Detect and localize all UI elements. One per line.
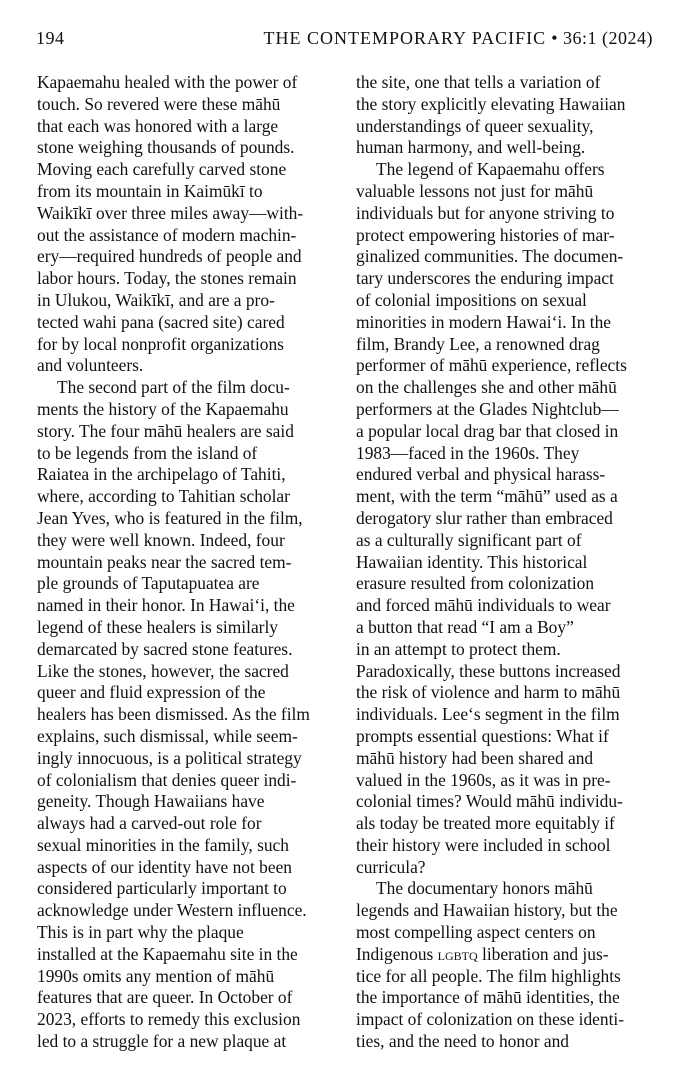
text-line: the story explicitly elevating Hawaiian	[356, 93, 626, 114]
text-line: the site, one that tells a variation of	[356, 72, 601, 92]
text-line: of colonialism that denies queer indi-	[37, 769, 297, 790]
text-line: for by local nonprofit organizations	[37, 333, 284, 354]
text-line: stone weighing thousands of pounds.	[37, 137, 295, 158]
text-line: where, according to Tahitian scholar	[37, 486, 290, 507]
text-line: ginalized communities. The documen-	[356, 246, 624, 267]
text-line: minorities in modern Hawai‘i. In the	[356, 311, 612, 332]
text-line: endured verbal and physical harass-	[356, 464, 606, 485]
text-line: explains, such dismissal, while seem-	[37, 725, 298, 746]
text-line: and forced māhū individuals to wear	[356, 595, 611, 616]
text-line: The documentary honors māhū	[376, 878, 593, 899]
text-line: māhū history had been shared and	[356, 747, 594, 768]
text-line: ery—required hundreds of people and	[37, 246, 302, 267]
text-line: colonial times? Would māhū individu-	[356, 791, 623, 812]
text-line: Like the stones, however, the sacred	[37, 660, 289, 681]
text-line: mountain peaks near the sacred tem-	[37, 551, 292, 572]
text-line: in Ulukou, Waikīkī, and are a pro-	[37, 289, 275, 310]
text-line: their history were included in school	[356, 834, 611, 855]
text-line: that each was honored with a large	[37, 115, 279, 136]
text-line: to be legends from the island of	[37, 442, 258, 463]
text-line: they were well known. Indeed, four	[37, 529, 285, 550]
text-line: understandings of queer sexuality,	[356, 115, 594, 136]
text-line: labor hours. Today, the stones remain	[37, 268, 297, 289]
text-line: The legend of Kapaemahu offers	[376, 159, 605, 180]
text-line: 2023, efforts to remedy this exclusion	[37, 1009, 301, 1030]
text-line: individuals but for anyone striving to	[356, 202, 615, 223]
text-line: ties, and the need to honor and	[356, 1031, 569, 1052]
text-line: sexual minorities in the family, such	[37, 834, 289, 855]
text-line: performer of māhū experience, reflects	[356, 355, 627, 376]
text-line: 1990s omits any mention of māhū	[37, 965, 275, 986]
text-line: and volunteers.	[37, 355, 144, 376]
text-line: Indigenous lgbtq liberation and jus-	[356, 943, 609, 964]
running-header	[36, 28, 653, 52]
text-line: Moving each carefully carved stone	[37, 159, 287, 180]
text-line: as a culturally significant part of	[356, 529, 582, 550]
journal-title: THE CONTEMPORARY PACIFIC	[263, 28, 547, 48]
page-number: 194	[36, 28, 65, 48]
text-line: Waikīkī over three miles away—with-	[37, 202, 304, 223]
text-line: als today be treated more equitably if	[356, 813, 615, 834]
text-line: considered particularly important to	[37, 878, 287, 899]
text-line: always had a carved-out role for	[37, 813, 262, 834]
header-separator: •	[551, 28, 558, 48]
text-line: Jean Yves, who is featured in the film,	[37, 507, 303, 528]
text-line: legends and Hawaiian history, but the	[356, 900, 618, 921]
text-line: features that are queer. In October of	[37, 987, 293, 1008]
text-line: individuals. Lee‘s segment in the film	[356, 704, 620, 725]
text-line: queer and fluid expression of the	[37, 682, 266, 703]
text-line: demarcated by sacred stone features.	[37, 638, 293, 659]
left-column	[37, 72, 333, 1053]
text-line: Hawaiian identity. This historical	[356, 551, 588, 572]
text-line: out the assistance of modern machin-	[37, 224, 297, 245]
text-line: human harmony, and well-being.	[356, 137, 586, 158]
text-line: film, Brandy Lee, a renowned drag	[356, 333, 600, 354]
running-title	[263, 28, 653, 49]
text-line: led to a struggle for a new plaque at	[37, 1031, 287, 1052]
text-line: valuable lessons not just for māhū	[356, 180, 594, 201]
text-line: aspects of our identity have not been	[37, 856, 292, 877]
text-line: derogatory slur rather than embraced	[356, 507, 613, 528]
text-line: a popular local drag bar that closed in	[356, 420, 619, 441]
text-line: performers at the Glades Nightclub—	[356, 398, 619, 419]
text-line: in an attempt to protect them.	[356, 638, 561, 659]
text-line: most compelling aspect centers on	[356, 922, 596, 943]
text-line: The second part of the film docu-	[57, 377, 290, 398]
text-line: acknowledge under Western influence.	[37, 900, 307, 921]
text-line: Paradoxically, these buttons increased	[356, 660, 621, 681]
text-line: valued in the 1960s, as it was in pre-	[356, 769, 611, 790]
text-line: This is in part why the plaque	[37, 922, 244, 943]
text-line: the risk of violence and harm to māhū	[356, 682, 621, 703]
text-line: tary underscores the enduring impact	[356, 268, 614, 289]
text-line: ments the history of the Kapaemahu	[37, 398, 289, 419]
small-caps-acronym: lgbtq	[437, 943, 478, 964]
text-line: tice for all people. The film highlights	[356, 965, 621, 986]
text-line: of colonial impositions on sexual	[356, 289, 587, 310]
text-line: Kapaemahu healed with the power of	[37, 72, 298, 92]
text-line: touch. So revered were these māhū	[37, 93, 281, 114]
volume-issue: 36:1 (2024)	[563, 28, 653, 48]
text-line: legend of these healers is similarly	[37, 616, 278, 637]
text-line: curricula?	[356, 856, 426, 877]
text-line: installed at the Kapaemahu site in the	[37, 943, 298, 964]
text-line: Raiatea in the archipelago of Tahiti,	[37, 464, 286, 485]
text-line: a button that read “I am a Boy”	[356, 616, 574, 637]
text-line: ment, with the term “māhū” used as a	[356, 486, 618, 507]
text-line: protect empowering histories of mar-	[356, 224, 615, 245]
text-line: geneity. Though Hawaiians have	[37, 791, 265, 812]
text-line: erasure resulted from colonization	[356, 573, 595, 594]
text-line: tected wahi pana (sacred site) cared	[37, 311, 285, 332]
text-line: prompts essential questions: What if	[356, 725, 609, 746]
text-line: story. The four māhū healers are said	[37, 420, 294, 441]
text-line: from its mountain in Kaimūkī to	[37, 180, 263, 201]
text-line: the importance of māhū identities, the	[356, 987, 620, 1008]
text-line: named in their honor. In Hawai‘i, the	[37, 595, 295, 616]
text-line: on the challenges she and other māhū	[356, 377, 617, 398]
text-line: healers has been dismissed. As the film	[37, 704, 310, 725]
text-line: ple grounds of Taputapuatea are	[37, 573, 260, 594]
right-column	[356, 72, 656, 1053]
text-line: ingly innocuous, is a political strategy	[37, 747, 302, 768]
text-line: 1983—faced in the 1960s. They	[356, 442, 580, 463]
text-line: impact of colonization on these identi-	[356, 1009, 625, 1030]
